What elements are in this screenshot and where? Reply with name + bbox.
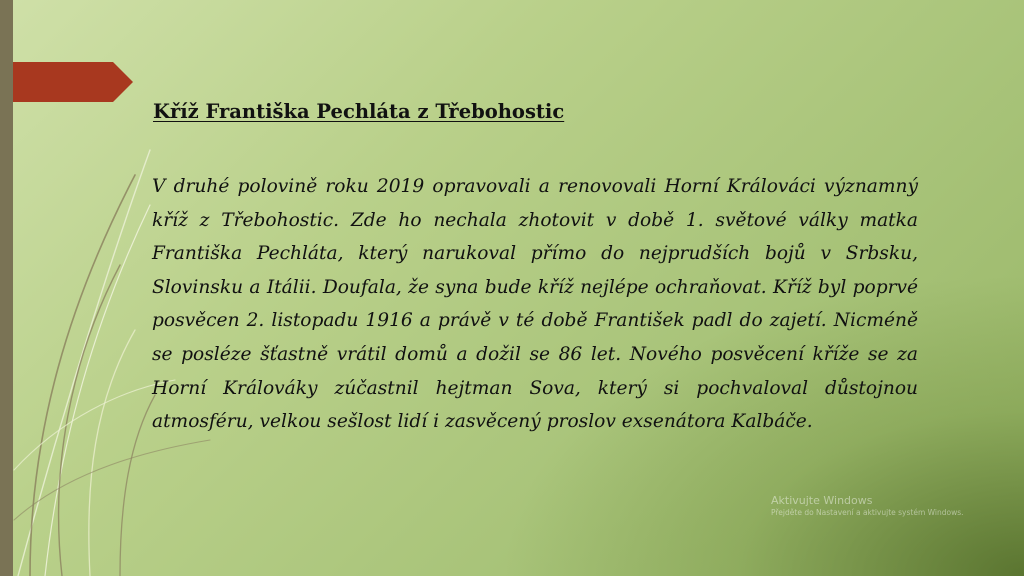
vine-line — [120, 395, 155, 576]
vine-line — [14, 380, 175, 470]
watermark-line-2: Přejděte do Nastavení a aktivujte systém Windows. — [771, 508, 964, 517]
vine-line — [18, 150, 150, 576]
vine-line — [14, 440, 210, 520]
vine-line — [89, 330, 135, 576]
watermark-line-1: Aktivujte Windows — [771, 494, 873, 507]
slide-title: Kříž Františka Pechláta z Třebohostic — [153, 100, 565, 123]
slide-body-text: V druhé polovině roku 2019 opravovali a renovovali Horní Králováci významný kříž z Třebohostic. Zde ho nechala zhotovit v době 1. světové války matka Františka Pechláta, který narukoval přímo do nejprudších bojů v Srbsku, Slovinsku a Itálii. Doufala, že syna bude kříž nejlépe ochraňovat. Kříž byl poprvé posvěcen 2. listopadu 1916 a právě v té době František padl do zajetí. Nicméně se posléze šťastně vrátil domů a dožil se 86 let. Nového posvěcení kříže se za Horní Králováky zúčastnil hejtman Sova, který si pochvaloval důstojnou atmosféru, velkou sešlost lidí i zasvěcený proslov exsenátora Kalbáče. — [152, 176, 918, 433]
title-accent-arrow — [13, 62, 133, 102]
vine-line — [30, 175, 135, 576]
windows-activation-watermark — [771, 494, 1011, 518]
